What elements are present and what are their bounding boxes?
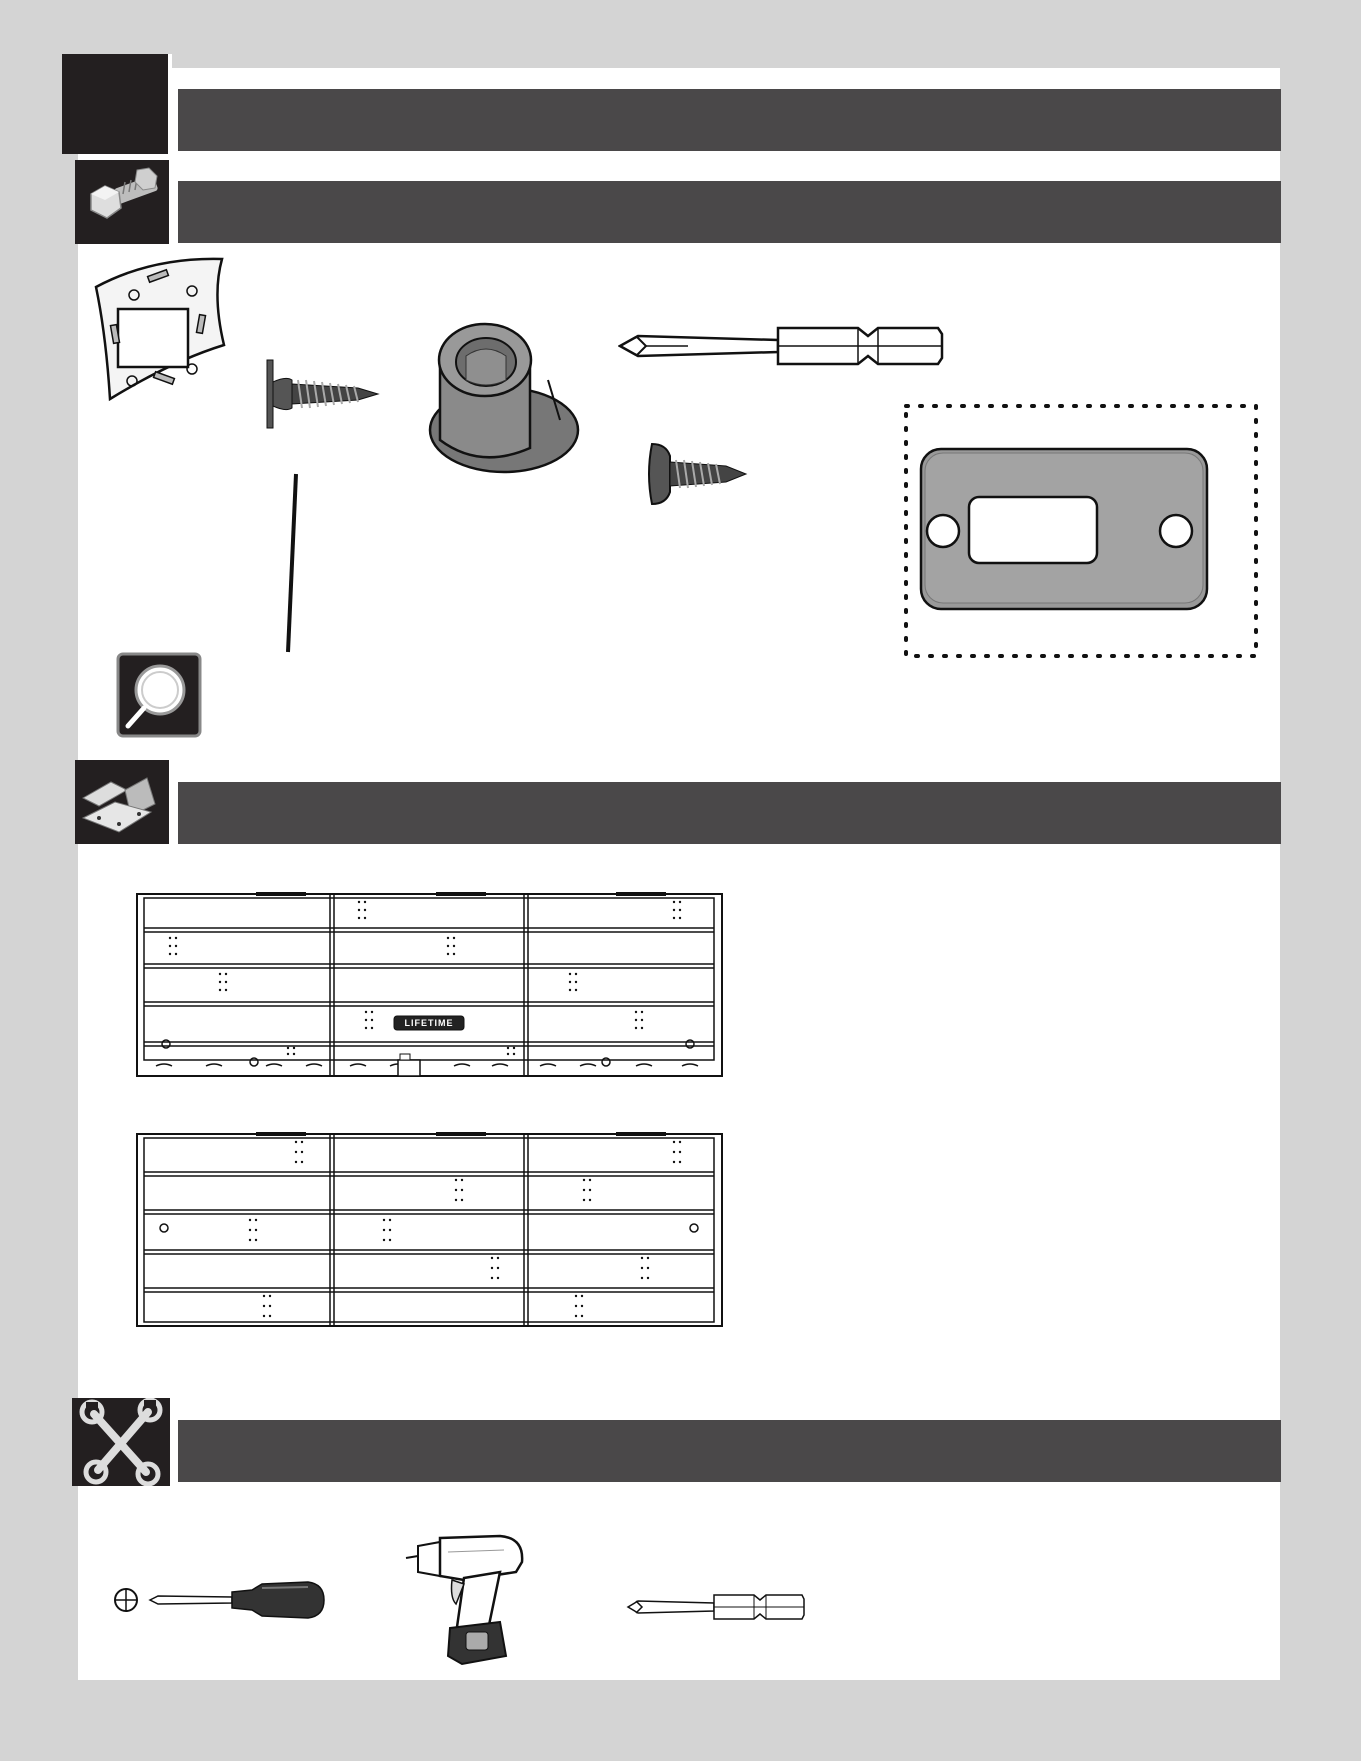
- pan-screw-icon: [644, 438, 748, 510]
- bracket-detail-icon: [92, 255, 234, 403]
- plate-callout: [903, 403, 1259, 659]
- step-number-box: [62, 54, 172, 154]
- wall-panel-back: [136, 1132, 724, 1328]
- magnify-icon: [116, 652, 202, 738]
- lifetime-logo: LIFETIME: [404, 1018, 454, 1028]
- phillips-bit-icon: [618, 322, 944, 370]
- washer-screw-icon: [262, 358, 380, 430]
- bolt-nut-icon: [75, 160, 173, 244]
- parts-section-bar: [178, 782, 1281, 844]
- drill-icon: [404, 1532, 534, 1666]
- hardware-section-bar: [178, 181, 1281, 243]
- wrenches-icon: [72, 1398, 174, 1486]
- bracket-icon: [75, 760, 173, 844]
- tools-section-bar: [178, 1420, 1281, 1482]
- screwdriver-icon: [112, 1578, 326, 1622]
- step-title-bar: [178, 89, 1281, 151]
- wall-panel-front: [136, 892, 724, 1080]
- tool-phillips-bit-icon: [626, 1592, 806, 1622]
- callout-line: [282, 472, 302, 654]
- bushing-icon: [420, 320, 582, 480]
